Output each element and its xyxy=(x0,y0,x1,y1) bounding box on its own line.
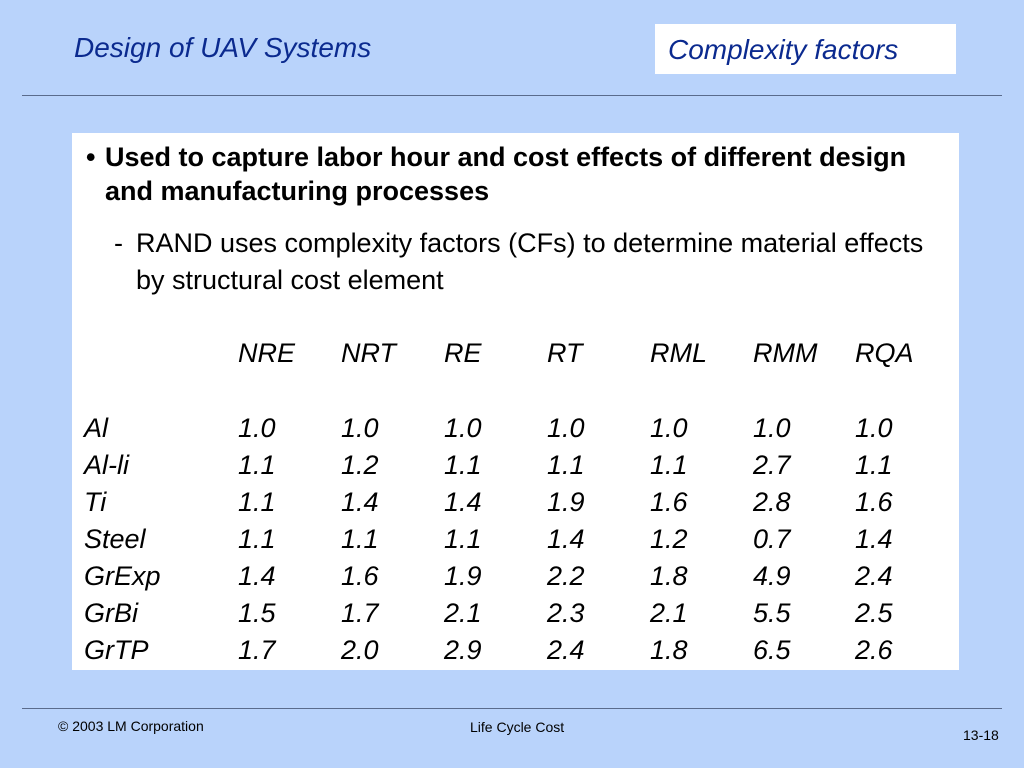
spacer-row xyxy=(84,373,935,410)
table-cell: 1.8 xyxy=(650,635,688,665)
table-row xyxy=(84,595,935,632)
column-header: RQA xyxy=(855,337,914,368)
table-cell: 1.4 xyxy=(855,524,893,554)
sub-bullet-text: RAND uses complexity factors (CFs) to determine material effects by structural cost element xyxy=(136,228,924,295)
table-cell: 1.8 xyxy=(650,561,688,591)
table-row xyxy=(84,521,935,558)
table-cell: 1.1 xyxy=(855,450,893,480)
table-cell: 1.1 xyxy=(547,450,585,480)
table-row xyxy=(84,632,935,669)
footer-title: Life Cycle Cost xyxy=(470,719,565,735)
table-cell: 2.1 xyxy=(444,598,482,628)
footer-divider xyxy=(22,708,1002,709)
table-cell: 2.0 xyxy=(341,635,379,665)
table-cell: 2.3 xyxy=(547,598,585,628)
table-cell: 1.0 xyxy=(238,413,276,443)
topic-box xyxy=(655,24,956,74)
column-header xyxy=(84,333,238,373)
column-header: RML xyxy=(650,337,708,368)
table-cell: 2.8 xyxy=(753,487,791,517)
column-header: NRE xyxy=(238,337,296,368)
topic-title: Complexity factors xyxy=(668,34,899,65)
slide-title: Design of UAV Systems xyxy=(74,32,372,63)
column-header: RE xyxy=(444,337,482,368)
table-cell: 1.1 xyxy=(444,450,482,480)
table-cell: 1.1 xyxy=(238,450,276,480)
table-cell: 1.4 xyxy=(238,561,276,591)
table-cell: 1.1 xyxy=(238,524,276,554)
table-cell: 1.1 xyxy=(238,487,276,517)
table-header-row xyxy=(84,333,935,373)
table-cell: 0.7 xyxy=(753,524,791,554)
table-cell: 2.2 xyxy=(547,561,585,591)
material-cell: GrBi xyxy=(84,598,138,628)
table-cell: 1.9 xyxy=(444,561,482,591)
table-cell: 1.4 xyxy=(444,487,482,517)
table-cell: 2.9 xyxy=(444,635,482,665)
material-cell: GrTP xyxy=(84,635,149,665)
table-cell: 1.1 xyxy=(650,450,688,480)
table-cell: 2.4 xyxy=(855,561,893,591)
table-cell: 2.4 xyxy=(547,635,585,665)
table-cell: 1.0 xyxy=(444,413,482,443)
table-cell: 1.0 xyxy=(753,413,791,443)
material-cell: Al-li xyxy=(84,450,129,480)
table-cell: 2.6 xyxy=(855,635,893,665)
bullet-text: Used to capture labor hour and cost effects of different design and manufacturing processes xyxy=(105,142,907,206)
table-cell: 2.1 xyxy=(650,598,688,628)
material-cell: Al xyxy=(84,413,109,443)
table-cell: 4.9 xyxy=(753,561,791,591)
table-cell: 1.6 xyxy=(855,487,893,517)
header-divider xyxy=(22,95,1002,96)
material-cell: Ti xyxy=(84,487,107,517)
column-header: RT xyxy=(547,337,583,368)
table-cell: 1.0 xyxy=(341,413,379,443)
table-cell: 1.0 xyxy=(650,413,688,443)
column-header: RMM xyxy=(753,337,818,368)
table-cell: 1.9 xyxy=(547,487,585,517)
table-cell: 1.1 xyxy=(444,524,482,554)
sub-bullet-marker: - xyxy=(114,228,123,258)
table-cell: 1.2 xyxy=(341,450,379,480)
table-cell: 1.7 xyxy=(238,635,276,665)
table-cell: 6.5 xyxy=(753,635,791,665)
complexity-factors-table xyxy=(84,333,935,669)
table-cell: 2.5 xyxy=(855,598,893,628)
content-panel xyxy=(72,133,959,670)
table-cell: 1.2 xyxy=(650,524,688,554)
copyright-text: © 2003 LM Corporation xyxy=(58,718,204,734)
table-row xyxy=(84,410,935,447)
bullet-marker: • xyxy=(86,142,96,172)
table-cell: 5.5 xyxy=(753,598,791,628)
table-cell: 1.0 xyxy=(855,413,893,443)
table-cell: 1.6 xyxy=(650,487,688,517)
table-cell: 1.4 xyxy=(547,524,585,554)
table-row xyxy=(84,447,935,484)
table-cell: 1.0 xyxy=(547,413,585,443)
table-cell: 1.5 xyxy=(238,598,276,628)
table-row xyxy=(84,484,935,521)
material-cell: Steel xyxy=(84,524,146,554)
table-cell: 1.7 xyxy=(341,598,379,628)
material-cell: GrExp xyxy=(84,561,161,591)
table-row xyxy=(84,558,935,595)
table-cell: 1.6 xyxy=(341,561,379,591)
table-cell: 2.7 xyxy=(753,450,791,480)
page-number: 13-18 xyxy=(963,727,999,743)
column-header: NRT xyxy=(341,337,397,368)
table-cell: 1.1 xyxy=(341,524,379,554)
table-cell: 1.4 xyxy=(341,487,379,517)
